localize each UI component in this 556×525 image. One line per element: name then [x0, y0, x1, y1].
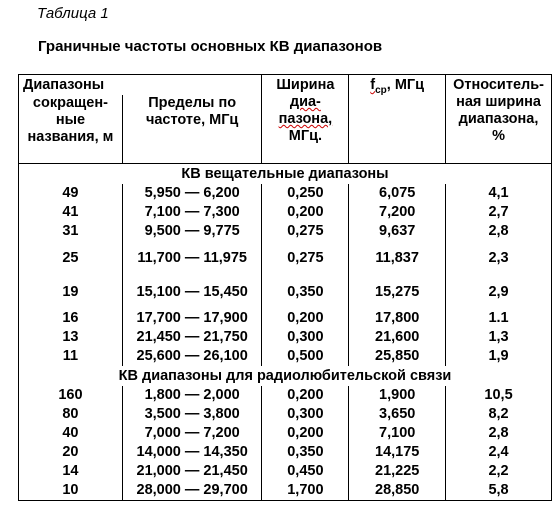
freq-range-cell: 3,500 — 3,800: [122, 405, 262, 424]
header-relative-width-line: ная ширина: [456, 94, 541, 110]
bandwidth-cell: 0,450: [262, 462, 349, 481]
band-name-cell: 80: [19, 405, 123, 424]
center-freq-cell: 15,275: [349, 275, 446, 309]
group-header-label: Диапазоны: [19, 75, 262, 96]
header-bandwidth-line: пазона,: [278, 111, 333, 127]
bandwidth-cell: 0,250: [262, 184, 349, 203]
band-name-cell: 14: [19, 462, 123, 481]
center-freq-cell: 7,200: [349, 203, 446, 222]
freq-range-cell: 21,450 — 21,750: [122, 328, 262, 347]
relative-width-cell: 1,3: [446, 328, 552, 347]
bandwidth-cell: 0,200: [262, 309, 349, 328]
bandwidth-cell: 0,300: [262, 328, 349, 347]
center-freq-cell: 3,650: [349, 405, 446, 424]
band-name-cell: 20: [19, 443, 123, 462]
header-short-name: [19, 95, 123, 164]
freq-range-cell: 17,700 — 17,900: [122, 309, 262, 328]
table-row: [19, 184, 552, 203]
freq-range-cell: 14,000 — 14,350: [122, 443, 262, 462]
table-row: [19, 405, 552, 424]
center-freq-cell: 7,100: [349, 424, 446, 443]
center-freq-cell: 14,175: [349, 443, 446, 462]
freq-range-cell: 25,600 — 26,100: [122, 347, 262, 366]
freq-range-cell: 11,700 — 11,975: [122, 241, 262, 275]
header-bandwidth-line: МГц.: [288, 128, 323, 144]
freq-range-cell: 7,100 — 7,300: [122, 203, 262, 222]
band-name-cell: 41: [19, 203, 123, 222]
relative-width-cell: 2,4: [446, 443, 552, 462]
table-row: [19, 241, 552, 275]
center-freq-cell: 1,900: [349, 386, 446, 405]
band-name-cell: 10: [19, 481, 123, 501]
section-header: [19, 164, 552, 185]
frequency-table: [18, 74, 552, 501]
band-name-cell: 19: [19, 275, 123, 309]
relative-width-cell: 1,9: [446, 347, 552, 366]
header-relative-width: [446, 77, 552, 146]
relative-width-cell: 1.1: [446, 309, 552, 328]
relative-width-cell: 5,8: [446, 481, 552, 501]
table-row: [19, 443, 552, 462]
bandwidth-cell: 0,200: [262, 203, 349, 222]
relative-width-cell: 8,2: [446, 405, 552, 424]
header-short-name-text: названия, м: [27, 129, 114, 145]
band-name-cell: 11: [19, 347, 123, 366]
center-freq-cell: 25,850: [349, 347, 446, 366]
header-center-freq-unit: , МГц: [386, 77, 425, 93]
freq-range-cell: 9,500 — 9,775: [122, 222, 262, 241]
center-freq-cell: 9,637: [349, 222, 446, 241]
section-title: КВ диапазоны для радиолюбительской связи: [19, 366, 552, 386]
bandwidth-cell: 0,200: [262, 386, 349, 405]
center-freq-cell: 21,225: [349, 462, 446, 481]
bandwidth-cell: 0,350: [262, 275, 349, 309]
relative-width-cell: 10,5: [446, 386, 552, 405]
bandwidth-cell: 0,200: [262, 424, 349, 443]
table-title: Граничные частоты основных КВ диапазонов: [38, 38, 383, 55]
table-row: [19, 481, 552, 501]
center-freq-cell: 11,837: [349, 241, 446, 275]
relative-width-cell: 2,8: [446, 424, 552, 443]
center-freq-cell: 17,800: [349, 309, 446, 328]
freq-range-cell: 5,950 — 6,200: [122, 184, 262, 203]
header-bandwidth: [262, 77, 349, 146]
relative-width-cell: 2,8: [446, 222, 552, 241]
relative-width-cell: 2,3: [446, 241, 552, 275]
table-row: [19, 222, 552, 241]
bandwidth-cell: 0,350: [262, 443, 349, 462]
band-name-cell: 25: [19, 241, 123, 275]
section-header: [19, 366, 552, 386]
band-name-cell: 40: [19, 424, 123, 443]
header-short-name-line: сокращен-: [32, 95, 108, 111]
center-freq-cell: 21,600: [349, 328, 446, 347]
band-name-cell: 160: [19, 386, 123, 405]
freq-range-cell: 15,100 — 15,450: [122, 275, 262, 309]
table-caption: Таблица 1: [37, 5, 109, 22]
bandwidth-cell: 0,500: [262, 347, 349, 366]
header-freq-limits: [122, 95, 262, 164]
freq-range-cell: 1,800 — 2,000: [122, 386, 262, 405]
relative-width-cell: 4,1: [446, 184, 552, 203]
center-freq-cell: 28,850: [349, 481, 446, 501]
band-name-cell: 31: [19, 222, 123, 241]
header-freq-limits-line: Пределы по: [148, 95, 237, 111]
band-name-cell: 16: [19, 309, 123, 328]
freq-range-cell: 21,000 — 21,450: [122, 462, 262, 481]
freq-range-cell: 28,000 — 29,700: [122, 481, 262, 501]
header-bandwidth-line: диа-: [289, 94, 321, 110]
header-relative-width-line: Относитель-: [453, 77, 544, 93]
bandwidth-cell: 1,700: [262, 481, 349, 501]
header-bandwidth-line: Ширина: [276, 77, 335, 93]
table-row: [19, 203, 552, 222]
table-row: [19, 386, 552, 405]
table-row: [19, 424, 552, 443]
bandwidth-cell: 0,275: [262, 241, 349, 275]
header-freq-limits-line: частоте, МГц: [145, 112, 239, 128]
header-center-freq-symbol: $f_{ср}$: [370, 77, 387, 96]
bandwidth-cell: 0,275: [262, 222, 349, 241]
header-relative-width-line: диапазона,: [458, 111, 539, 127]
table-row: [19, 328, 552, 347]
section-title: КВ вещательные диапазоны: [19, 164, 552, 185]
header-short-name-line: [19, 129, 122, 146]
band-name-cell: 13: [19, 328, 123, 347]
header-short-name-line: ные: [55, 112, 86, 128]
relative-width-cell: 2,2: [446, 462, 552, 481]
freq-range-cell: 7,000 — 7,200: [122, 424, 262, 443]
relative-width-cell: 2,9: [446, 275, 552, 309]
table-row: [19, 275, 552, 309]
table-row: [19, 309, 552, 328]
bandwidth-cell: 0,300: [262, 405, 349, 424]
table-row: [19, 462, 552, 481]
center-freq-cell: 6,075: [349, 184, 446, 203]
table-row: [19, 347, 552, 366]
header-center-freq: [349, 77, 446, 146]
relative-width-cell: 2,7: [446, 203, 552, 222]
band-name-cell: 49: [19, 184, 123, 203]
header-relative-width-line: %: [492, 128, 505, 144]
